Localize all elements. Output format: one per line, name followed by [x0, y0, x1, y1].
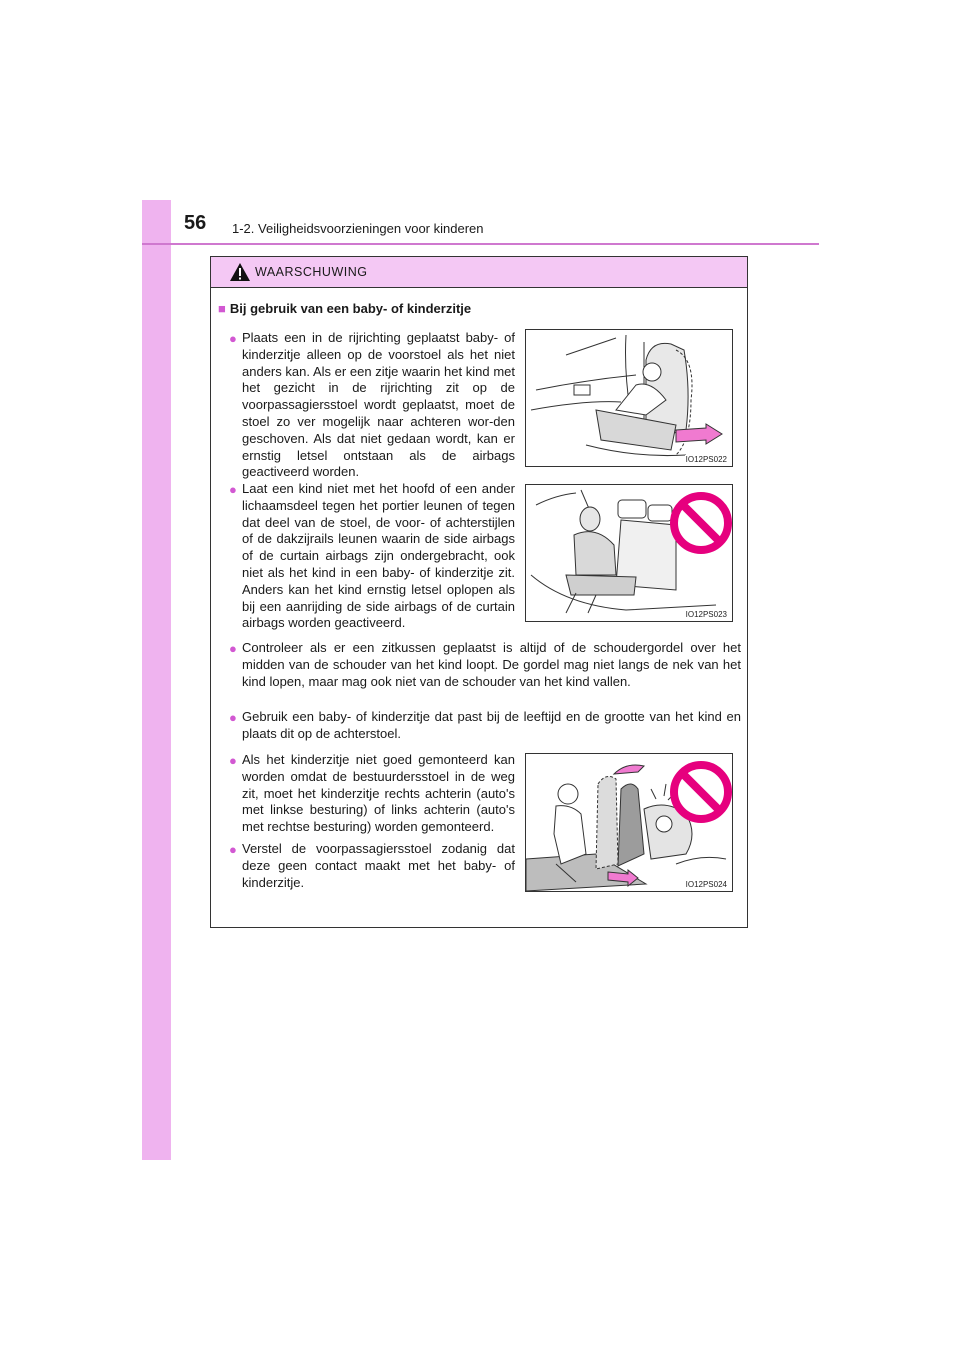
- figure-code: IO12PS022: [685, 455, 727, 464]
- figure-code: IO12PS024: [685, 880, 727, 889]
- chapter-title: 1-2. Veiligheidsvoorzieningen voor kinderen: [232, 221, 484, 236]
- square-bullet-icon: ■: [218, 301, 226, 316]
- bullet-text: Verstel de voorpassagiersstoel zodanig dat deze geen contact maakt met het baby- of kinderzitje.: [242, 841, 515, 890]
- bullet-dot-icon: ●: [229, 842, 237, 857]
- child-seat-front-illustration: [526, 330, 732, 466]
- section-title: [218, 301, 471, 316]
- section-title-text: Bij gebruik van een baby- of kinderzitje: [229, 301, 472, 316]
- warning-triangle-icon: [229, 262, 251, 282]
- figure-child-lean-prohibited: [525, 484, 733, 622]
- bullet-dot-icon: ●: [229, 641, 237, 656]
- bullet-dot-icon: ●: [229, 331, 237, 346]
- bullet-lean-door: [229, 481, 515, 632]
- bullet-dot-icon: ●: [229, 753, 237, 768]
- bullet-rear-seat: [229, 709, 741, 743]
- child-leaning-illustration: [526, 485, 732, 621]
- bullet-mount-position: [229, 752, 515, 836]
- page-number: 56: [184, 212, 207, 234]
- bullet-front-seat: [229, 330, 515, 481]
- header-rule: [142, 243, 819, 245]
- bullet-shoulder-belt: [229, 640, 741, 690]
- bullet-dot-icon: ●: [229, 482, 237, 497]
- bullet-dot-icon: ●: [229, 710, 237, 725]
- bullet-text: Plaats een in de rijrichting geplaatst baby- of kinderzitje alleen op de voorstoel als het niet anders kan. Als er een zitje waarin het kind met het gezicht in de rijrichting zit op de voorpassagiersstoel wordt geplaatst, moet de stoel zo ver mogelijk naar achteren wor-den geschoven. Als dat niet gedaan wordt, kan er ernstig letsel ontstaan als de airbags geactiveerd worden.: [242, 330, 515, 480]
- bullet-text: Controleer als er een zitkussen geplaatst is altijd of de schoudergordel over het midden van de schouder van het kind loopt. De gordel mag niet langs de nek van het kind lopen, maar mag ook niet van de schouder van het kind vallen.: [242, 640, 741, 689]
- figure-child-seat-front: [525, 329, 733, 467]
- bullet-text: Gebruik een baby- of kinderzitje dat past bij de leeftijd en de grootte van het kind en plaats dit op de achterstoel.: [242, 709, 741, 741]
- seat-contact-illustration: [526, 754, 732, 891]
- chapter-side-strip: [142, 200, 171, 1160]
- warning-box: [210, 256, 748, 928]
- bullet-adjust-front-seat: [229, 841, 515, 891]
- warning-label: WAARSCHUWING: [255, 265, 368, 279]
- warning-header: [211, 257, 747, 288]
- bullet-text: Laat een kind niet met het hoofd of een ander lichaamsdeel tegen het portier leunen of tegen dat deel van de stoel, de voor- of achterstijlen of de dakzijrails leunen waarin de side airbags of de curtain airbags zijn ondergebracht, ook niet als het kind in een baby- of kinderzitje zit. Anders kan het kind ernstig letsel oplopen als bij een aanrijding de side airbags of de curtain airbags worden geactiveerd.: [242, 481, 515, 631]
- figure-code: IO12PS023: [685, 610, 727, 619]
- figure-seat-contact-prohibited: [525, 753, 733, 892]
- bullet-text: Als het kinderzitje niet goed gemonteerd kan worden omdat de bestuurdersstoel in de weg zit, moet het kinderzitje rechts achterin (auto's met linkse besturing) of links achterin (auto's met rechtse besturing) worden gemonteerd.: [242, 752, 515, 835]
